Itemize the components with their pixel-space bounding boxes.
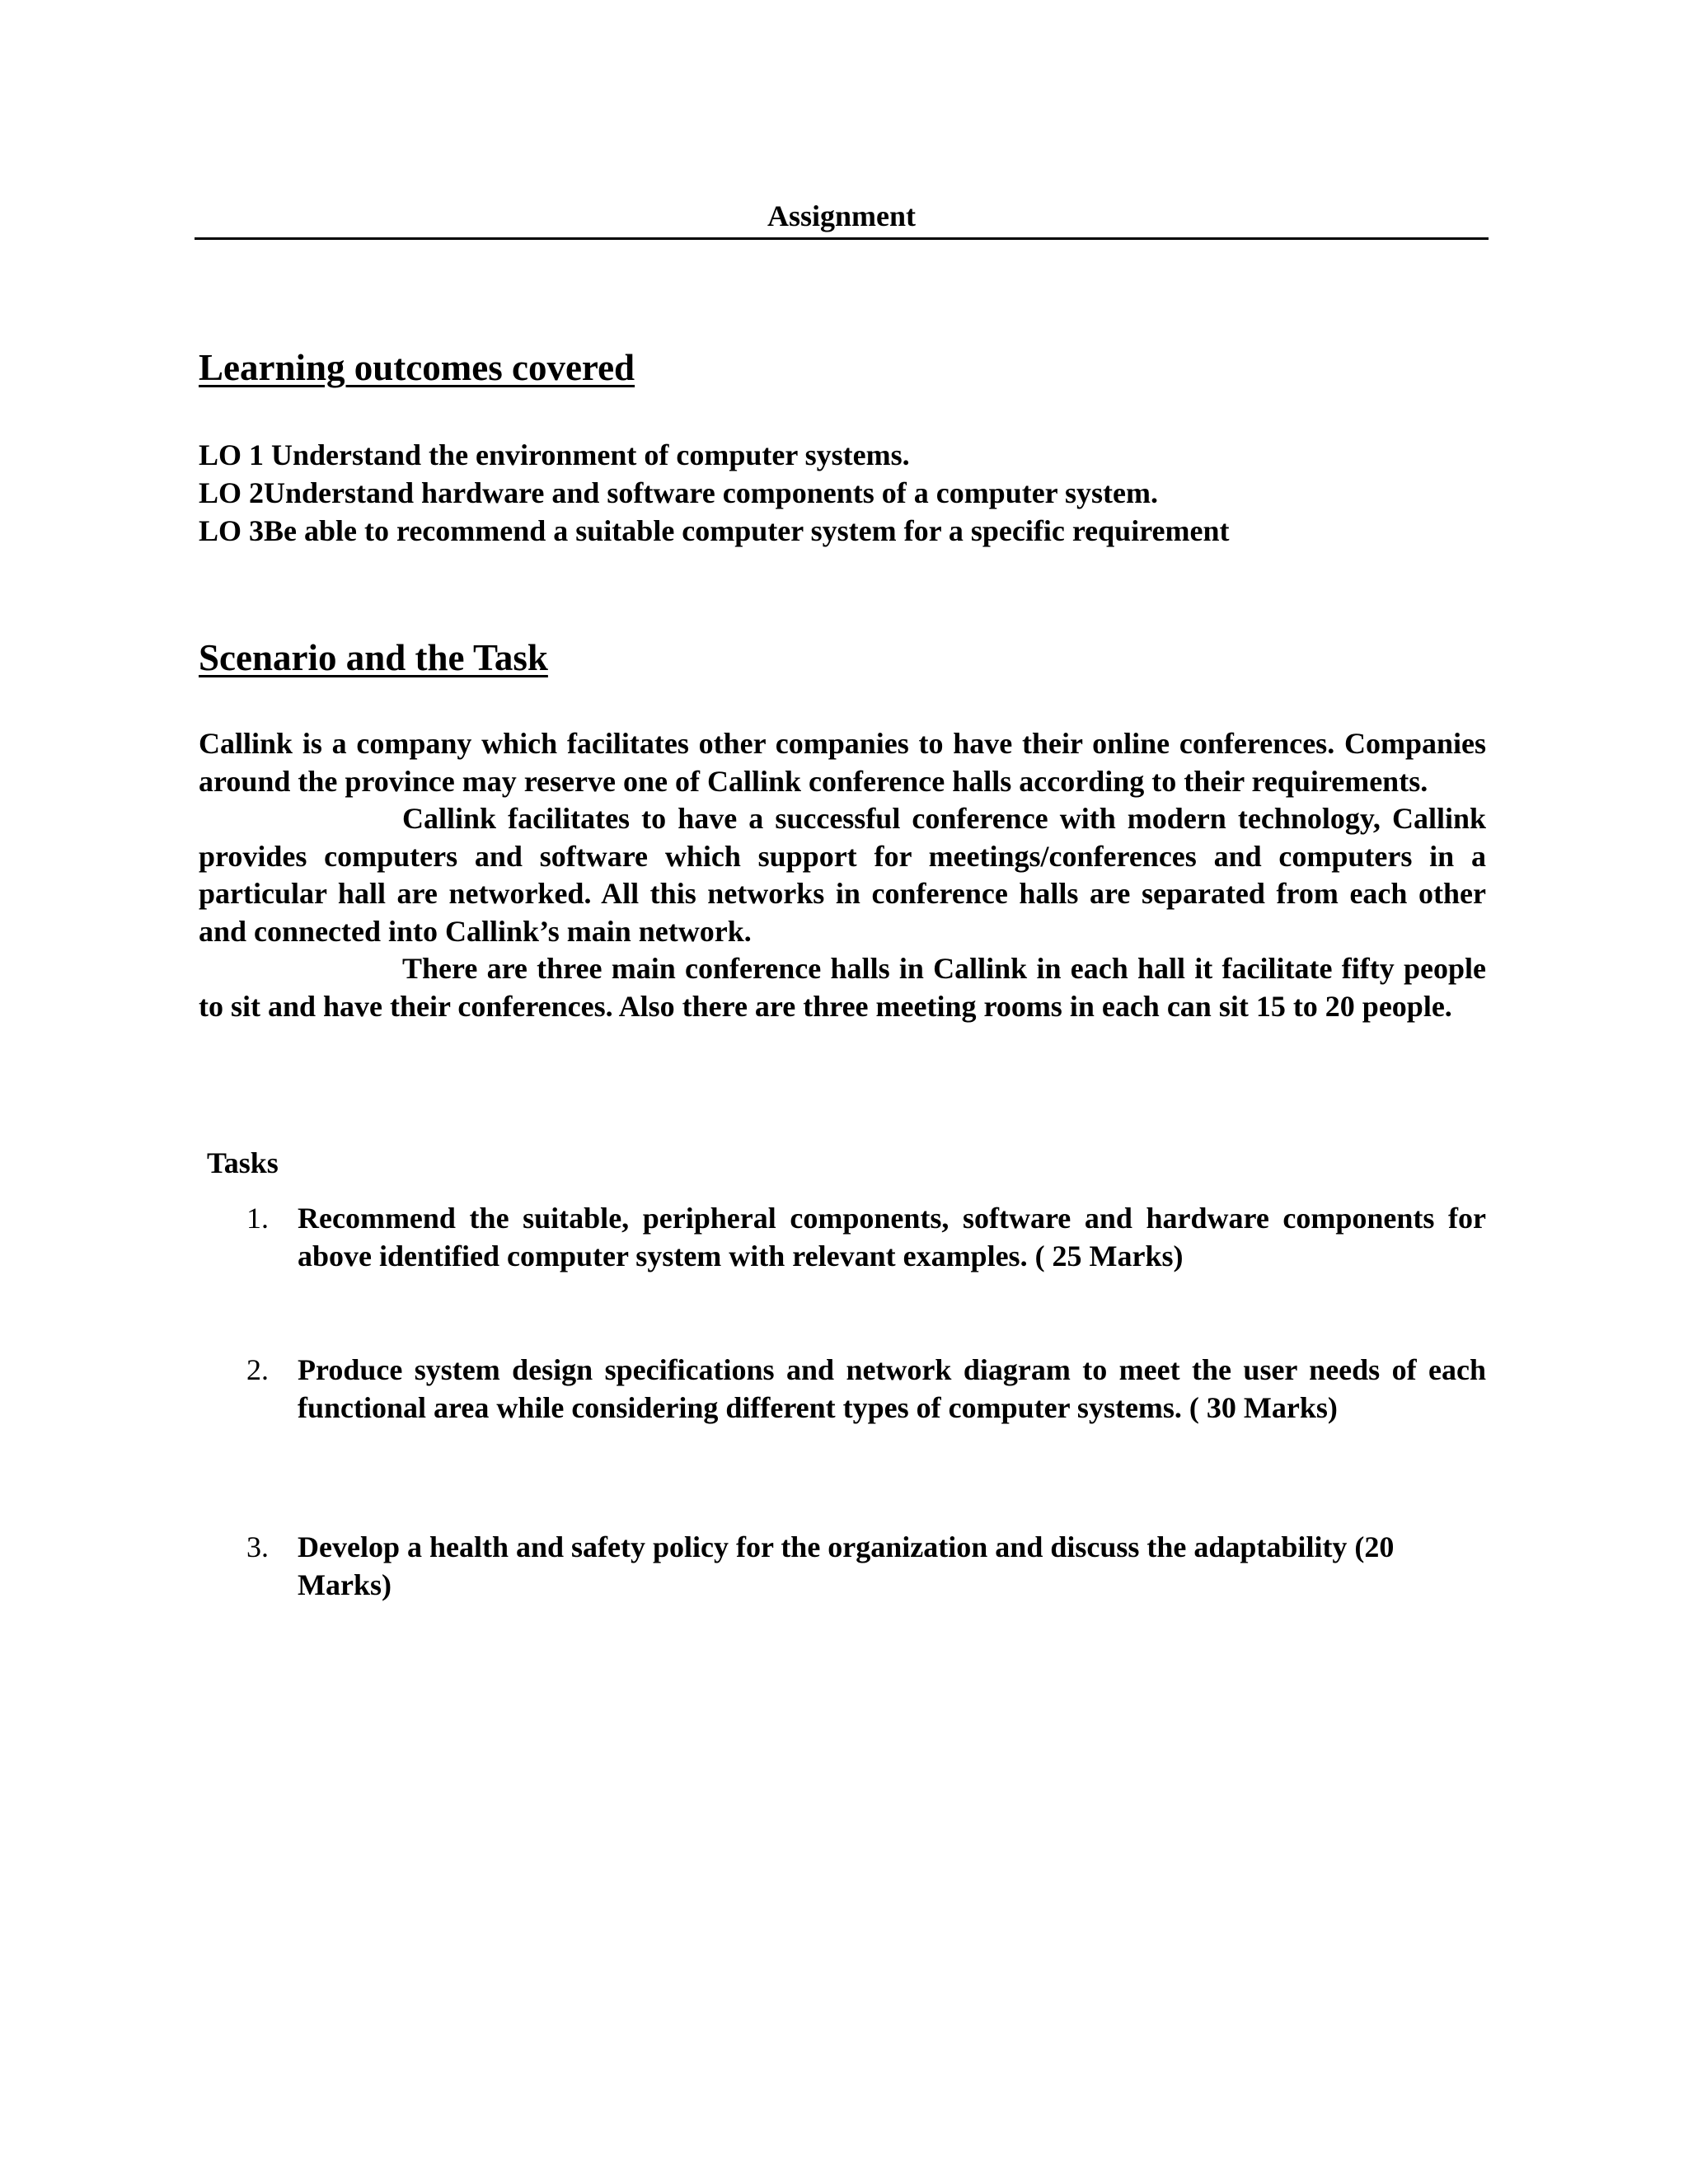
task-text: Recommend the suitable, peripheral components, software and hardware components for above identified computer system with relevant examples. ( 25 Marks)	[298, 1202, 1486, 1272]
learning-outcomes-list	[199, 436, 1230, 550]
learning-outcome-item: LO 1 Understand the environment of computer systems.	[199, 438, 910, 471]
header-rule	[195, 237, 1489, 240]
task-number: 1.	[246, 1202, 269, 1235]
learning-outcome-item: LO 3Be able to recommend a suitable computer system for a specific requirement	[199, 514, 1230, 547]
page-header-title: Assignment	[767, 199, 917, 232]
learning-outcome-item: LO 2Understand hardware and software components of a computer system.	[199, 476, 1158, 509]
scenario-heading: Scenario and the Task	[199, 637, 548, 678]
task-text: Produce system design specifications and network diagram to meet the user needs of each functional area while considering different types of computer systems. ( 30 Marks)	[298, 1353, 1486, 1424]
scenario-paragraph: Callink facilitates to have a successful conference with modern technology, Callink provides computers and software which support for meetings/conferences and computers in a particular hall are networked. All this networks in conference halls are separated from each other and connected into Callink’s main network.	[199, 802, 1486, 948]
task-text: Develop a health and safety policy for the organization and discuss the adaptability (20 Marks)	[298, 1530, 1395, 1601]
learning-outcomes-heading: Learning outcomes covered	[199, 347, 635, 388]
task-number: 3.	[246, 1530, 269, 1563]
scenario-body	[199, 725, 1486, 1025]
tasks-label: Tasks	[207, 1146, 279, 1179]
scenario-paragraph: Callink is a company which facilitates other companies to have their online conferences. Companies around the province may reserve one of Callink conference halls according to their requirements.	[199, 727, 1486, 798]
task-number: 2.	[246, 1353, 269, 1386]
scenario-paragraph: There are three main conference halls in Callink in each hall it facilitate fifty people to sit and have their conferences. Also there are three meeting rooms in each can sit 15 to 20 people.	[199, 952, 1486, 1023]
